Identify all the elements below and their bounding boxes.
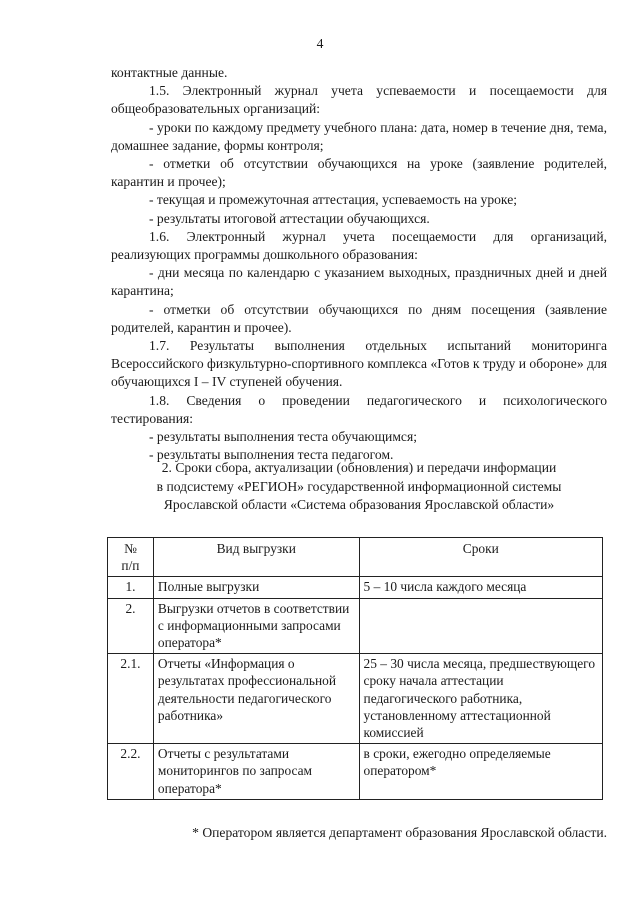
section-heading-line: в подсистему «РЕГИОН» государственной информационной системы — [156, 478, 562, 494]
list-item: - отметки об отсутствии обучающихся на уроке (заявление родителей, карантин и прочее); — [111, 156, 607, 190]
row-upload-type: Отчеты с результатами мониторингов по запросам оператора* — [153, 744, 359, 800]
paragraph: 1.8. Сведения о проведении педагогического и психологического тестирования: — [111, 392, 607, 426]
paragraph: контактные данные. — [111, 65, 228, 80]
table-row — [108, 577, 603, 598]
row-number: 1. — [108, 577, 154, 598]
list-item: - уроки по каждому предмету учебного плана: дата, номер в течение дня, тема, домашнее задание, формы контроля; — [111, 119, 607, 153]
section-heading — [111, 459, 607, 515]
paragraph: 1.7. Результаты выполнения отдельных испытаний мониторинга Всероссийского физкультурно-спортивного комплекса «Готов к труду и обороне» для обучающихся I – IV ступеней обучения. — [111, 338, 607, 390]
row-upload-type: Отчеты «Информация о результатах профессиональной деятельности педагогического работника» — [153, 654, 359, 744]
row-number: 2.1. — [108, 654, 154, 744]
header-number-symbol: № — [124, 541, 137, 556]
header-number — [108, 538, 154, 577]
list-item: - отметки об отсутствии обучающихся по дням посещения (заявление родителей, карантин и прочее). — [111, 301, 607, 335]
schedule-table — [107, 537, 603, 800]
row-number: 2. — [108, 598, 154, 654]
list-item: - результаты выполнения теста обучающимся; — [149, 429, 417, 445]
row-number: 2.2. — [108, 744, 154, 800]
row-upload-type: Выгрузки отчетов в соответствии с информационными запросами оператора* — [153, 598, 359, 654]
row-terms: в сроки, ежегодно определяемые оператором* — [359, 744, 602, 800]
row-terms: 5 – 10 числа каждого месяца — [359, 577, 602, 598]
row-terms: 25 – 30 числа месяца, предшествующего сроку начала аттестации педагогического работника, установленному аттестационной комиссией — [359, 654, 602, 744]
header-upload-type: Вид выгрузки — [153, 538, 359, 577]
page-number: 4 — [316, 36, 324, 51]
table-row — [108, 598, 603, 654]
section-heading-line: 2. Сроки сбора, актуализации (обновления) и передачи информации — [161, 460, 557, 475]
row-upload-type: Полные выгрузки — [153, 577, 359, 598]
footnote: * Оператором является департамент образования Ярославской области. — [192, 825, 607, 840]
list-item: - результаты итоговой аттестации обучающихся. — [149, 210, 430, 226]
section-heading-line: Ярославской области «Система образования Ярославской области» — [163, 497, 555, 512]
list-item: - дни месяца по календарю с указанием выходных, праздничных дней и дней карантина; — [111, 265, 607, 299]
header-number-abbrev: п/п — [121, 558, 140, 574]
paragraph: 1.5. Электронный журнал учета успеваемости и посещаемости для общеобразовательных организаций: — [111, 83, 607, 117]
list-item: - текущая и промежуточная аттестация, успеваемость на уроке; — [149, 192, 518, 208]
header-terms: Сроки — [359, 538, 602, 577]
row-terms — [359, 598, 602, 654]
table-row — [108, 654, 603, 744]
list-item: - результаты выполнения теста педагогом. — [149, 447, 394, 463]
table-header-row — [108, 538, 603, 577]
table-row — [108, 744, 603, 800]
paragraph: 1.6. Электронный журнал учета посещаемости для организаций, реализующих программы дошкольного образования: — [111, 228, 607, 263]
body-text — [111, 64, 607, 464]
